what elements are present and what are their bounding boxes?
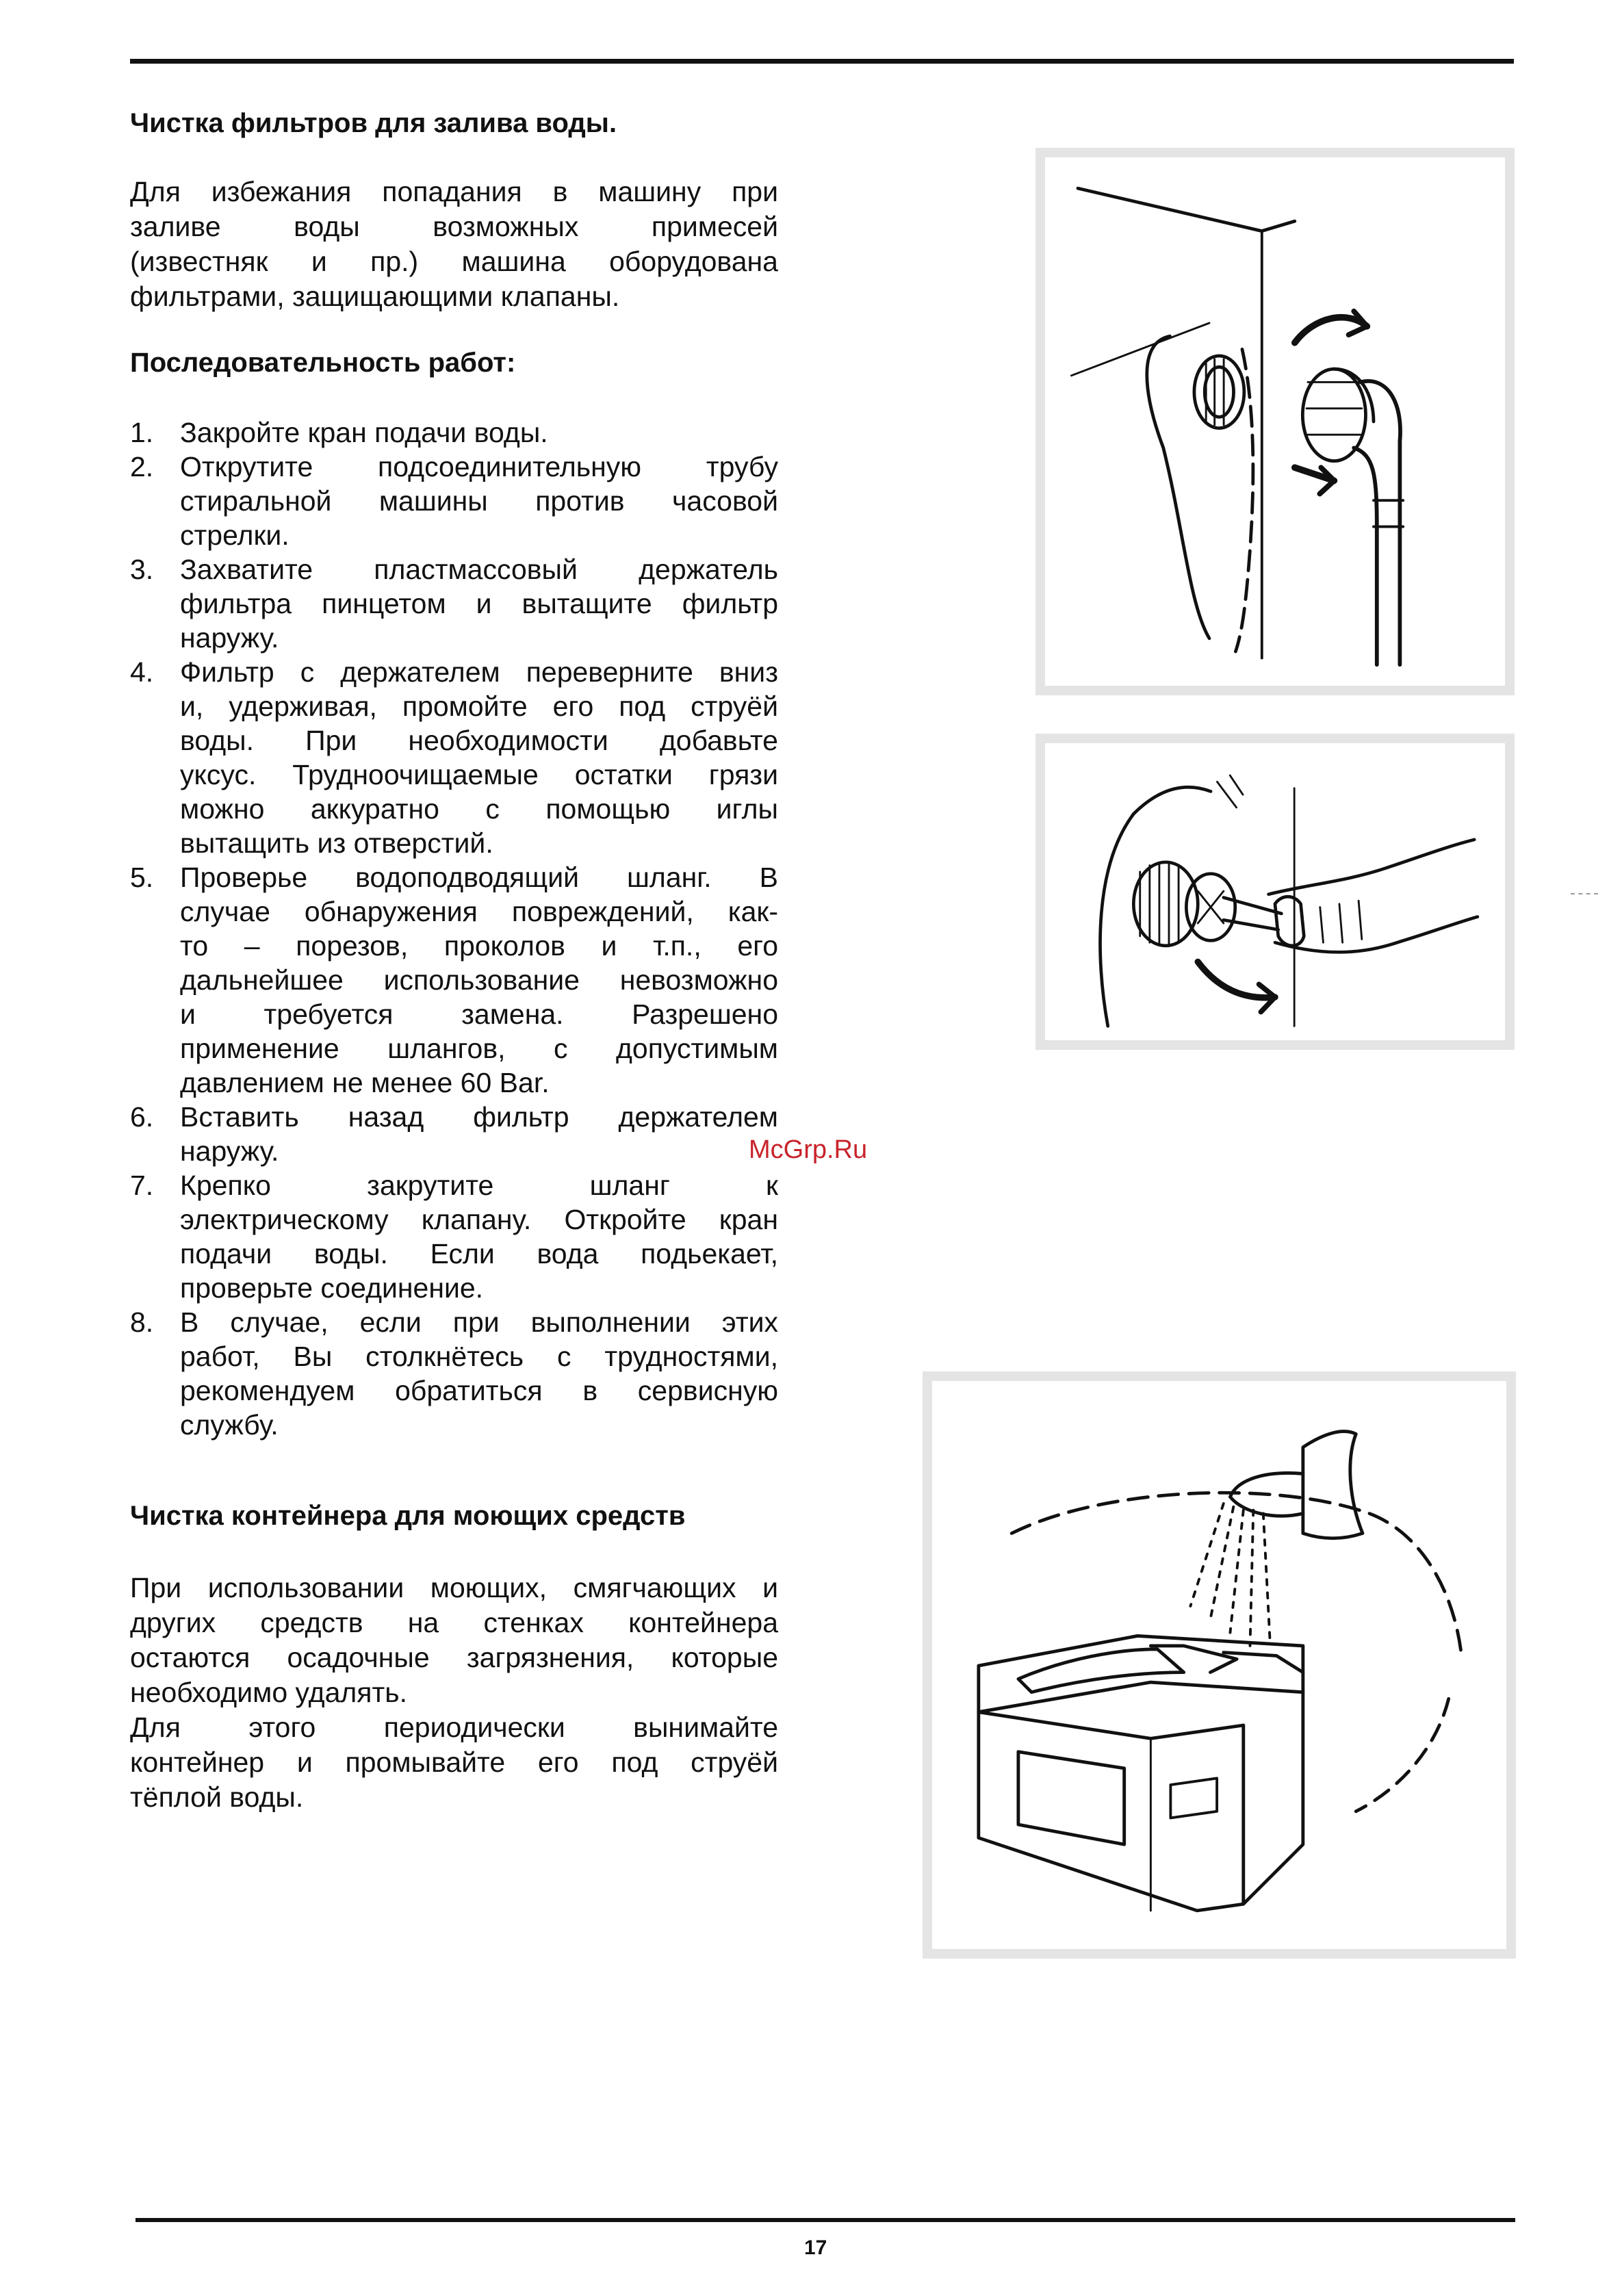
- step-line: работ, Вы столкнётесь с трудностями,: [180, 1341, 778, 1372]
- step-line: электрическому клапану. Откройте кран: [180, 1204, 778, 1235]
- step-number: 1.: [130, 417, 154, 448]
- step-line: вытащить из отверстий.: [180, 827, 493, 859]
- step-line: В случае, если при выполнении этих: [180, 1306, 778, 1338]
- para-line: При использовании моющих, смягчающих и: [130, 1572, 778, 1603]
- step-number: 4.: [130, 656, 154, 688]
- para-line: необходимо удалять.: [130, 1677, 408, 1708]
- step-line: фильтра пинцетом и вытащите фильтр: [180, 588, 778, 619]
- step-line: стрелки.: [180, 519, 289, 551]
- bottom-rule: [136, 2218, 1515, 2222]
- step-number: 8.: [130, 1306, 154, 1338]
- step-line: подачи воды. Если вода подьекает,: [180, 1238, 778, 1269]
- step-item: [130, 1168, 778, 1305]
- step-item: [130, 415, 778, 450]
- top-rule: [130, 59, 1514, 64]
- step-number: 7.: [130, 1170, 154, 1201]
- step-line: то – порезов, проколов и т.п., его: [180, 930, 778, 962]
- step-line: рекомендуем обратиться в сервисную: [180, 1375, 778, 1406]
- step-number: 2.: [130, 451, 154, 482]
- illustration-drawer-rinse: [923, 1371, 1516, 1959]
- step-item: [130, 552, 778, 655]
- step-number: 5.: [130, 862, 154, 893]
- step-line: наружу.: [180, 622, 279, 654]
- intro-line: (известняк и пр.) машина оборудована: [130, 246, 778, 277]
- step-line: службу.: [180, 1409, 279, 1441]
- step-line: воды. При необходимости добавьте: [180, 725, 778, 756]
- step-line: применение шлангов, с допустимым: [180, 1033, 778, 1064]
- hose-unscrew-drawing: [1045, 157, 1505, 686]
- step-line: давлением не менее 60 Bar.: [180, 1067, 550, 1098]
- intro-line: фильтрами, защищающими клапаны.: [130, 281, 620, 312]
- step-line: Захватите пластмассовый держатель: [180, 554, 778, 585]
- step-line: стиральной машины против часовой: [180, 485, 778, 517]
- step-line: Открутите подсоединительную трубу: [180, 451, 778, 482]
- intro-paragraph: [130, 175, 778, 314]
- heading-container-cleaning: Чистка контейнера для моющих средств: [130, 1501, 686, 1531]
- step-line: наружу.: [180, 1135, 279, 1167]
- step-item: [130, 450, 778, 552]
- step-line: Крепко закрутите шланг к: [180, 1170, 778, 1201]
- step-line: и, удерживая, промойте его под струёй: [180, 691, 778, 722]
- step-line: и требуется замена. Разрешено: [180, 998, 778, 1030]
- step-line: Проверье водоподводящий шланг. В: [180, 862, 778, 893]
- step-line: Вставить назад фильтр держателем: [180, 1101, 778, 1133]
- step-item: [130, 860, 778, 1100]
- step-line: проверьте соединение.: [180, 1272, 484, 1304]
- drawer-rinse-drawing: [932, 1381, 1506, 1949]
- para-line: контейнер и промывайте его под струёй: [130, 1746, 778, 1778]
- intro-line: Для избежания попадания в машину при: [130, 176, 778, 207]
- heading-sequence: Последовательность работ:: [130, 348, 516, 378]
- intro-line: заливе воды возможных примесей: [130, 211, 778, 242]
- step-line: Закройте кран подачи воды.: [180, 417, 548, 448]
- filter-removal-drawing: [1045, 743, 1505, 1040]
- para-line: остаются осадочные загрязнения, которые: [130, 1642, 778, 1673]
- step-item: [130, 655, 778, 860]
- watermark: McGrp.Ru: [749, 1135, 868, 1164]
- illustration-hose-unscrew: [1035, 148, 1515, 695]
- step-line: случае обнаружения повреждений, как-: [180, 896, 778, 927]
- margin-mark: [1571, 893, 1598, 896]
- steps-list: [130, 415, 778, 1442]
- step-line: Фильтр с держателем переверните вниз: [180, 656, 778, 688]
- step-number: 6.: [130, 1101, 154, 1133]
- step-number: 3.: [130, 554, 154, 585]
- step-line: можно аккуратно с помощью иглы: [180, 793, 778, 825]
- step-item: [130, 1100, 778, 1168]
- heading-filter-cleaning: Чистка фильтров для залива воды.: [130, 108, 617, 138]
- page-number: 17: [804, 2236, 827, 2259]
- para-line: других средств на стенках контейнера: [130, 1607, 778, 1638]
- step-line: дальнейшее использование невозможно: [180, 964, 778, 996]
- para-line: Для этого периодически вынимайте: [130, 1712, 778, 1743]
- step-item: [130, 1305, 778, 1442]
- illustration-filter-removal: [1035, 734, 1515, 1050]
- para-line: тёплой воды.: [130, 1781, 304, 1813]
- container-paragraph: [130, 1571, 778, 1815]
- step-line: уксус. Трудноочищаемые остатки грязи: [180, 759, 778, 790]
